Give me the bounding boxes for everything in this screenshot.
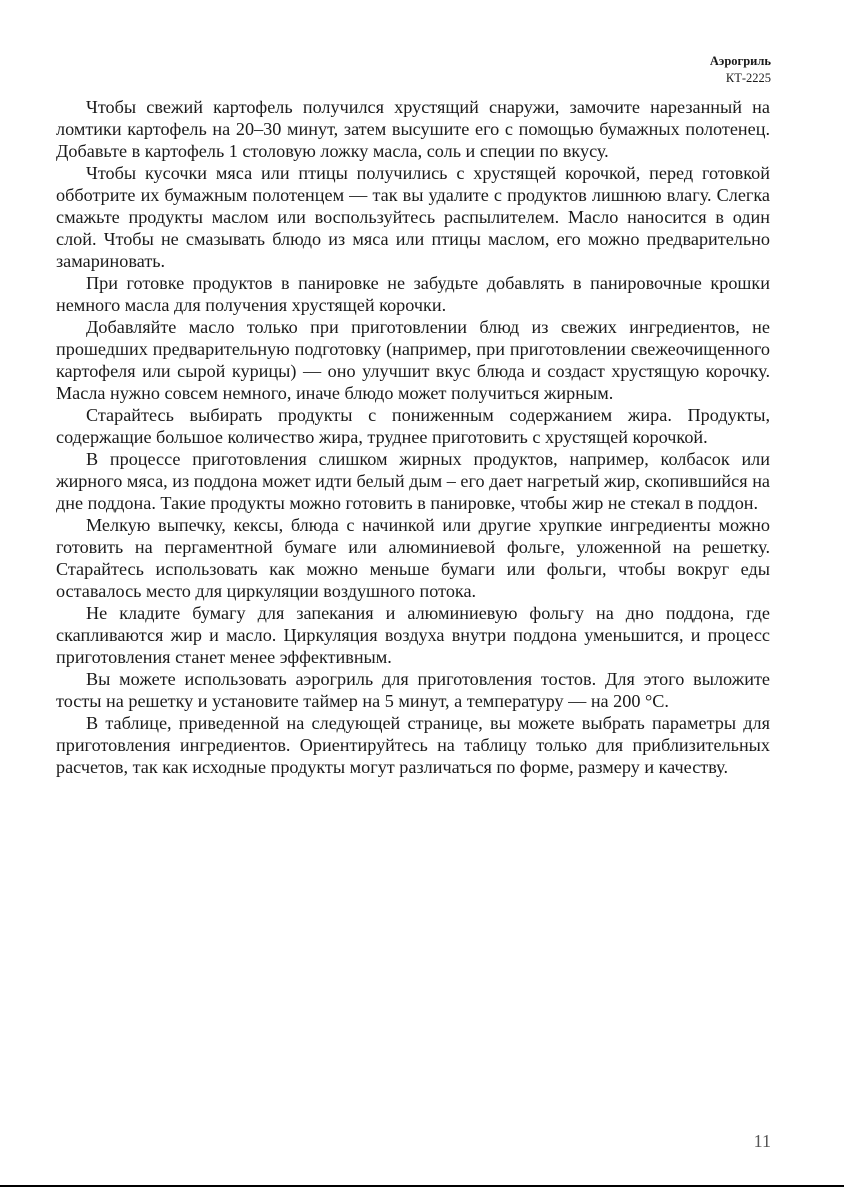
paragraph-table-reference: В таблице, приведенной на следующей странице, вы можете выбрать параметры для приготовления ингредиентов. Ориентируйтесь на таблицу только для приблизительных расчетов, так как исходные продукты могут различаться по форме, размеру и качеству. bbox=[56, 713, 770, 777]
bottom-rule bbox=[0, 1185, 844, 1187]
header-model: КТ-2225 bbox=[725, 71, 771, 85]
paragraph-potatoes: Чтобы свежий картофель получился хрустящий снаружи, замочите нарезанный на ломтики картофель на 20–30 минут, затем высушите его с помощью бумажных полотенец. Добавьте в картофель 1 столовую ложку масла, соль и специи по вкусу. bbox=[56, 97, 770, 161]
header-title: Аэрогриль bbox=[709, 54, 771, 68]
paragraph-breading: При готовке продуктов в панировке не забудьте добавлять в панировочные крошки немного масла для получения хрустящей корочки. bbox=[56, 273, 770, 315]
paragraph-no-foil-on-tray: Не кладите бумагу для запекания и алюминиевую фольгу на дно поддона, где скапливаются жир и масло. Циркуляция воздуха внутри поддона уменьшится, и процесс приготовления станет менее эффективным. bbox=[56, 603, 770, 667]
page-number: 11 bbox=[753, 1131, 771, 1151]
paragraph-smoke: В процессе приготовления слишком жирных продуктов, например, колбасок или жирного мяса, из поддона может идти белый дым – его дает нагретый жир, скопившийся на дне поддона. Такие продукты можно готовить в панировке, чтобы жир не стекал в поддон. bbox=[56, 449, 770, 513]
paragraph-toast: Вы можете использовать аэрогриль для приготовления тостов. Для этого выложите тосты на решетку и установите таймер на 5 минут, а температуру — на 200 °С. bbox=[56, 669, 770, 711]
paragraph-low-fat: Старайтесь выбирать продукты с пониженным содержанием жира. Продукты, содержащие большое количество жира, труднее приготовить с хрустящей корочкой. bbox=[56, 405, 770, 447]
paragraph-baking-paper: Мелкую выпечку, кексы, блюда с начинкой или другие хрупкие ингредиенты можно готовить на пергаментной бумаге или алюминиевой фольге, уложенной на решетку. Старайтесь использовать как можно меньше бумаги или фольги, чтобы вокруг еды оставалось место для циркуляции воздушного потока. bbox=[56, 515, 770, 601]
paragraph-meat: Чтобы кусочки мяса или птицы получились с хрустящей корочкой, перед готовкой обботрите их бумажным полотенцем — так вы удалите с продуктов лишнюю влагу. Слегка смажьте продукты маслом или воспользуйтесь распылителем. Масло наносится в один слой. Чтобы не смазывать блюдо из мяса или птицы маслом, его можно предварительно замариновать. bbox=[56, 163, 770, 271]
body-text bbox=[56, 96, 770, 778]
running-header bbox=[710, 53, 771, 87]
paragraph-oil: Добавляйте масло только при приготовлении блюд из свежих ингредиентов, не прошедших предварительную подготовку (например, при приготовлении свежеочищенного картофеля или сырой курицы) — оно улучшит вкус блюда и создаст хрустящую корочку. Масла нужно совсем немного, иначе блюдо может получиться жирным. bbox=[56, 317, 770, 403]
